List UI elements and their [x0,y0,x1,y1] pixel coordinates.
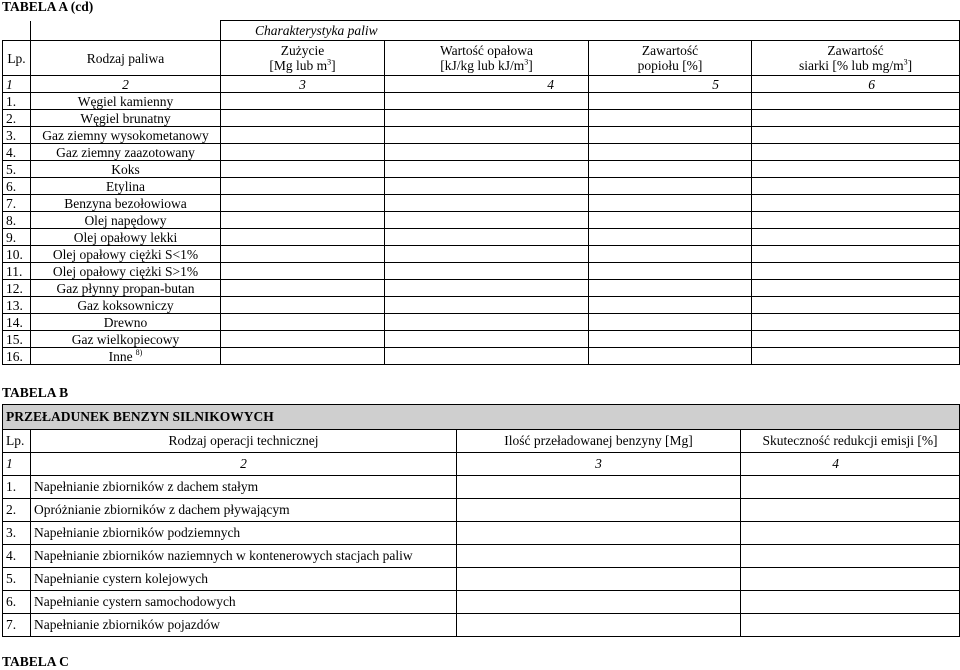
row-fuel-name: Gaz ziemny wysokometanowy [31,127,221,144]
empty-cell[interactable] [457,499,741,522]
empty-cell[interactable] [589,348,752,365]
table-row [3,161,960,178]
empty-cell[interactable] [741,568,960,591]
empty-cell[interactable] [752,127,960,144]
empty-cell[interactable] [221,297,385,314]
empty-cell[interactable] [589,93,752,110]
row-lp: 16. [3,348,31,365]
row-fuel-name: Gaz płynny propan-butan [31,280,221,297]
table-row [3,545,960,568]
empty-cell[interactable] [741,476,960,499]
row-fuel-name: Inne $^{8)}$ [31,348,221,365]
empty-cell[interactable] [385,178,589,195]
footnote-mark: 8) [135,348,143,357]
row-lp: 5. [3,161,31,178]
col-skutecznosc: Skuteczność redukcji emisji [%] [741,430,960,453]
empty-cell[interactable] [385,127,589,144]
empty-cell[interactable] [752,195,960,212]
empty-cell[interactable] [221,212,385,229]
row-fuel-name: Koks [31,161,221,178]
row-fuel-name: Drewno [31,314,221,331]
empty-cell[interactable] [221,229,385,246]
row-fuel-name: Olej opałowy lekki [31,229,221,246]
table-row [3,331,960,348]
empty-cell[interactable] [221,93,385,110]
table-a [2,20,960,365]
empty-cell[interactable] [752,348,960,365]
empty-cell[interactable] [589,297,752,314]
empty-cell[interactable] [741,499,960,522]
empty-cell[interactable] [221,144,385,161]
row-operation-name: Napełnianie zbiorników pojazdów [31,614,457,637]
empty-cell[interactable] [457,614,741,637]
row-lp: 3. [3,127,31,144]
table-b-title: PRZEŁADUNEK BENZYN SILNIKOWYCH [3,405,960,430]
empty-cell[interactable] [385,144,589,161]
empty-cell[interactable] [752,246,960,263]
table-row [3,297,960,314]
empty-cell[interactable] [589,195,752,212]
group-title [221,21,960,41]
col-lp: Lp. [3,41,31,76]
empty-cell[interactable] [741,522,960,545]
empty-cell[interactable] [589,144,752,161]
row-lp: 4. [3,545,31,568]
row-fuel-name: Gaz koksowniczy [31,297,221,314]
empty-cell[interactable] [385,212,589,229]
table-row [3,246,960,263]
table-row [3,144,960,161]
table-row [3,280,960,297]
table-row [3,499,960,522]
row-lp: 9. [3,229,31,246]
empty-cell[interactable] [221,195,385,212]
empty-cell[interactable] [221,314,385,331]
row-lp: 2. [3,499,31,522]
col-rodzaj: Rodzaj paliwa [31,41,221,76]
empty-cell[interactable] [385,263,589,280]
empty-cell[interactable] [589,178,752,195]
table-a-heading: TABELA A (cd) [2,0,94,14]
empty-cell[interactable] [752,110,960,127]
table-row [3,348,960,365]
row-lp: 4. [3,144,31,161]
row-operation-name: Napełnianie cystern samochodowych [31,591,457,614]
empty-cell[interactable] [385,331,589,348]
row-fuel-name: Olej opałowy ciężki S<1% [31,246,221,263]
table-row [3,178,960,195]
row-fuel-name: Etylina [31,178,221,195]
empty-cell[interactable] [589,280,752,297]
row-lp: 2. [3,110,31,127]
empty-cell[interactable] [457,568,741,591]
col-zuzycie: Zużycie [Mg lub $m^3$] [221,41,385,76]
empty-cell[interactable] [752,212,960,229]
row-lp: 1. [3,93,31,110]
empty-cell[interactable] [752,144,960,161]
empty-cell[interactable] [752,93,960,110]
empty-cell[interactable] [741,545,960,568]
table-c-heading: TABELA C [2,654,69,669]
col-popiol: Zawartość popiołu [%] [589,41,752,76]
empty-cell[interactable] [589,246,752,263]
empty-cell[interactable] [221,110,385,127]
empty-cell[interactable] [457,522,741,545]
empty-cell[interactable] [589,212,752,229]
empty-cell[interactable] [221,246,385,263]
empty-cell[interactable] [385,314,589,331]
row-lp: 5. [3,568,31,591]
row-lp: 7. [3,195,31,212]
empty-cell[interactable] [752,331,960,348]
empty-cell[interactable] [457,476,741,499]
empty-cell[interactable] [589,110,752,127]
row-fuel-name: Węgiel kamienny [31,93,221,110]
empty-cell[interactable] [589,229,752,246]
col-ilosc: Ilość przeładowanej benzyny [Mg] [457,430,741,453]
table-row [3,614,960,637]
empty-cell[interactable] [385,161,589,178]
row-lp: 6. [3,591,31,614]
col-wartosc: Wartość opałowa [kJ/kg lub $kJ/m^3$] [385,41,589,76]
empty-cell[interactable] [752,280,960,297]
empty-cell[interactable] [457,545,741,568]
column-numbers-row: 1 2 3 4 5 6 [3,76,960,93]
empty-cell[interactable] [221,280,385,297]
table-row [3,195,960,212]
empty-cell[interactable] [221,127,385,144]
table-row [3,93,960,110]
empty-cell[interactable] [752,314,960,331]
empty-cell[interactable] [752,161,960,178]
empty-cell[interactable] [385,280,589,297]
table-b [2,404,960,637]
empty-cell[interactable] [385,229,589,246]
table-row [3,522,960,545]
row-fuel-name: Gaz ziemny zaazotowany [31,144,221,161]
table-row [3,212,960,229]
empty-cell[interactable] [385,110,589,127]
row-lp: 15. [3,331,31,348]
row-lp: 8. [3,212,31,229]
empty-cell[interactable] [589,263,752,280]
empty-cell[interactable] [752,178,960,195]
empty-cell[interactable] [221,331,385,348]
empty-cell[interactable] [221,348,385,365]
table-row [3,229,960,246]
empty-cell[interactable] [385,297,589,314]
empty-cell[interactable] [752,297,960,314]
empty-cell[interactable] [589,314,752,331]
row-lp: 12. [3,280,31,297]
empty-cell[interactable] [221,263,385,280]
empty-cell[interactable] [589,161,752,178]
empty-cell[interactable] [741,591,960,614]
col-siarka: Zawartość siarki [% lub $mg/m^3$] [752,41,960,76]
row-fuel-name: Olej opałowy ciężki S>1% [31,263,221,280]
empty-cell[interactable] [385,93,589,110]
table-row [3,591,960,614]
table-row [3,263,960,280]
row-fuel-name: Gaz wielkopiecowy [31,331,221,348]
empty-cell[interactable] [221,161,385,178]
row-fuel-name: Benzyna bezołowiowa [31,195,221,212]
table-row [3,568,960,591]
row-lp: 3. [3,522,31,545]
table-row [3,110,960,127]
col-lp: Lp. [3,430,31,453]
table-row [3,127,960,144]
row-lp: 7. [3,614,31,637]
row-lp: 13. [3,297,31,314]
empty-cell[interactable] [221,178,385,195]
column-numbers-row: 1 2 3 4 [3,453,960,476]
row-lp: 1. [3,476,31,499]
row-lp: 11. [3,263,31,280]
empty-cell[interactable] [385,246,589,263]
empty-cell[interactable] [589,331,752,348]
row-operation-name: Napełnianie zbiorników z dachem stałym [31,476,457,499]
empty-cell[interactable] [589,127,752,144]
empty-cell[interactable] [752,263,960,280]
row-lp: 6. [3,178,31,195]
empty-cell[interactable] [385,195,589,212]
empty-cell[interactable] [741,614,960,637]
row-operation-name: Napełnianie cystern kolejowych [31,568,457,591]
empty-cell[interactable] [752,229,960,246]
empty-cell[interactable] [457,591,741,614]
col-operacja: Rodzaj operacji technicznej [31,430,457,453]
row-operation-name: Napełnianie zbiorników podziemnych [31,522,457,545]
table-b-heading: TABELA B [2,385,69,400]
row-operation-name: Opróżnianie zbiorników z dachem pływającym [31,499,457,522]
table-row [3,476,960,499]
table-row [3,314,960,331]
row-fuel-name: Węgiel brunatny [31,110,221,127]
row-lp: 10. [3,246,31,263]
empty-cell[interactable] [385,348,589,365]
group-title-text: Charakterystyka paliw [255,23,378,38]
row-lp: 14. [3,314,31,331]
row-fuel-name: Olej napędowy [31,212,221,229]
row-operation-name: Napełnianie zbiorników naziemnych w kontenerowych stacjach paliw [31,545,457,568]
